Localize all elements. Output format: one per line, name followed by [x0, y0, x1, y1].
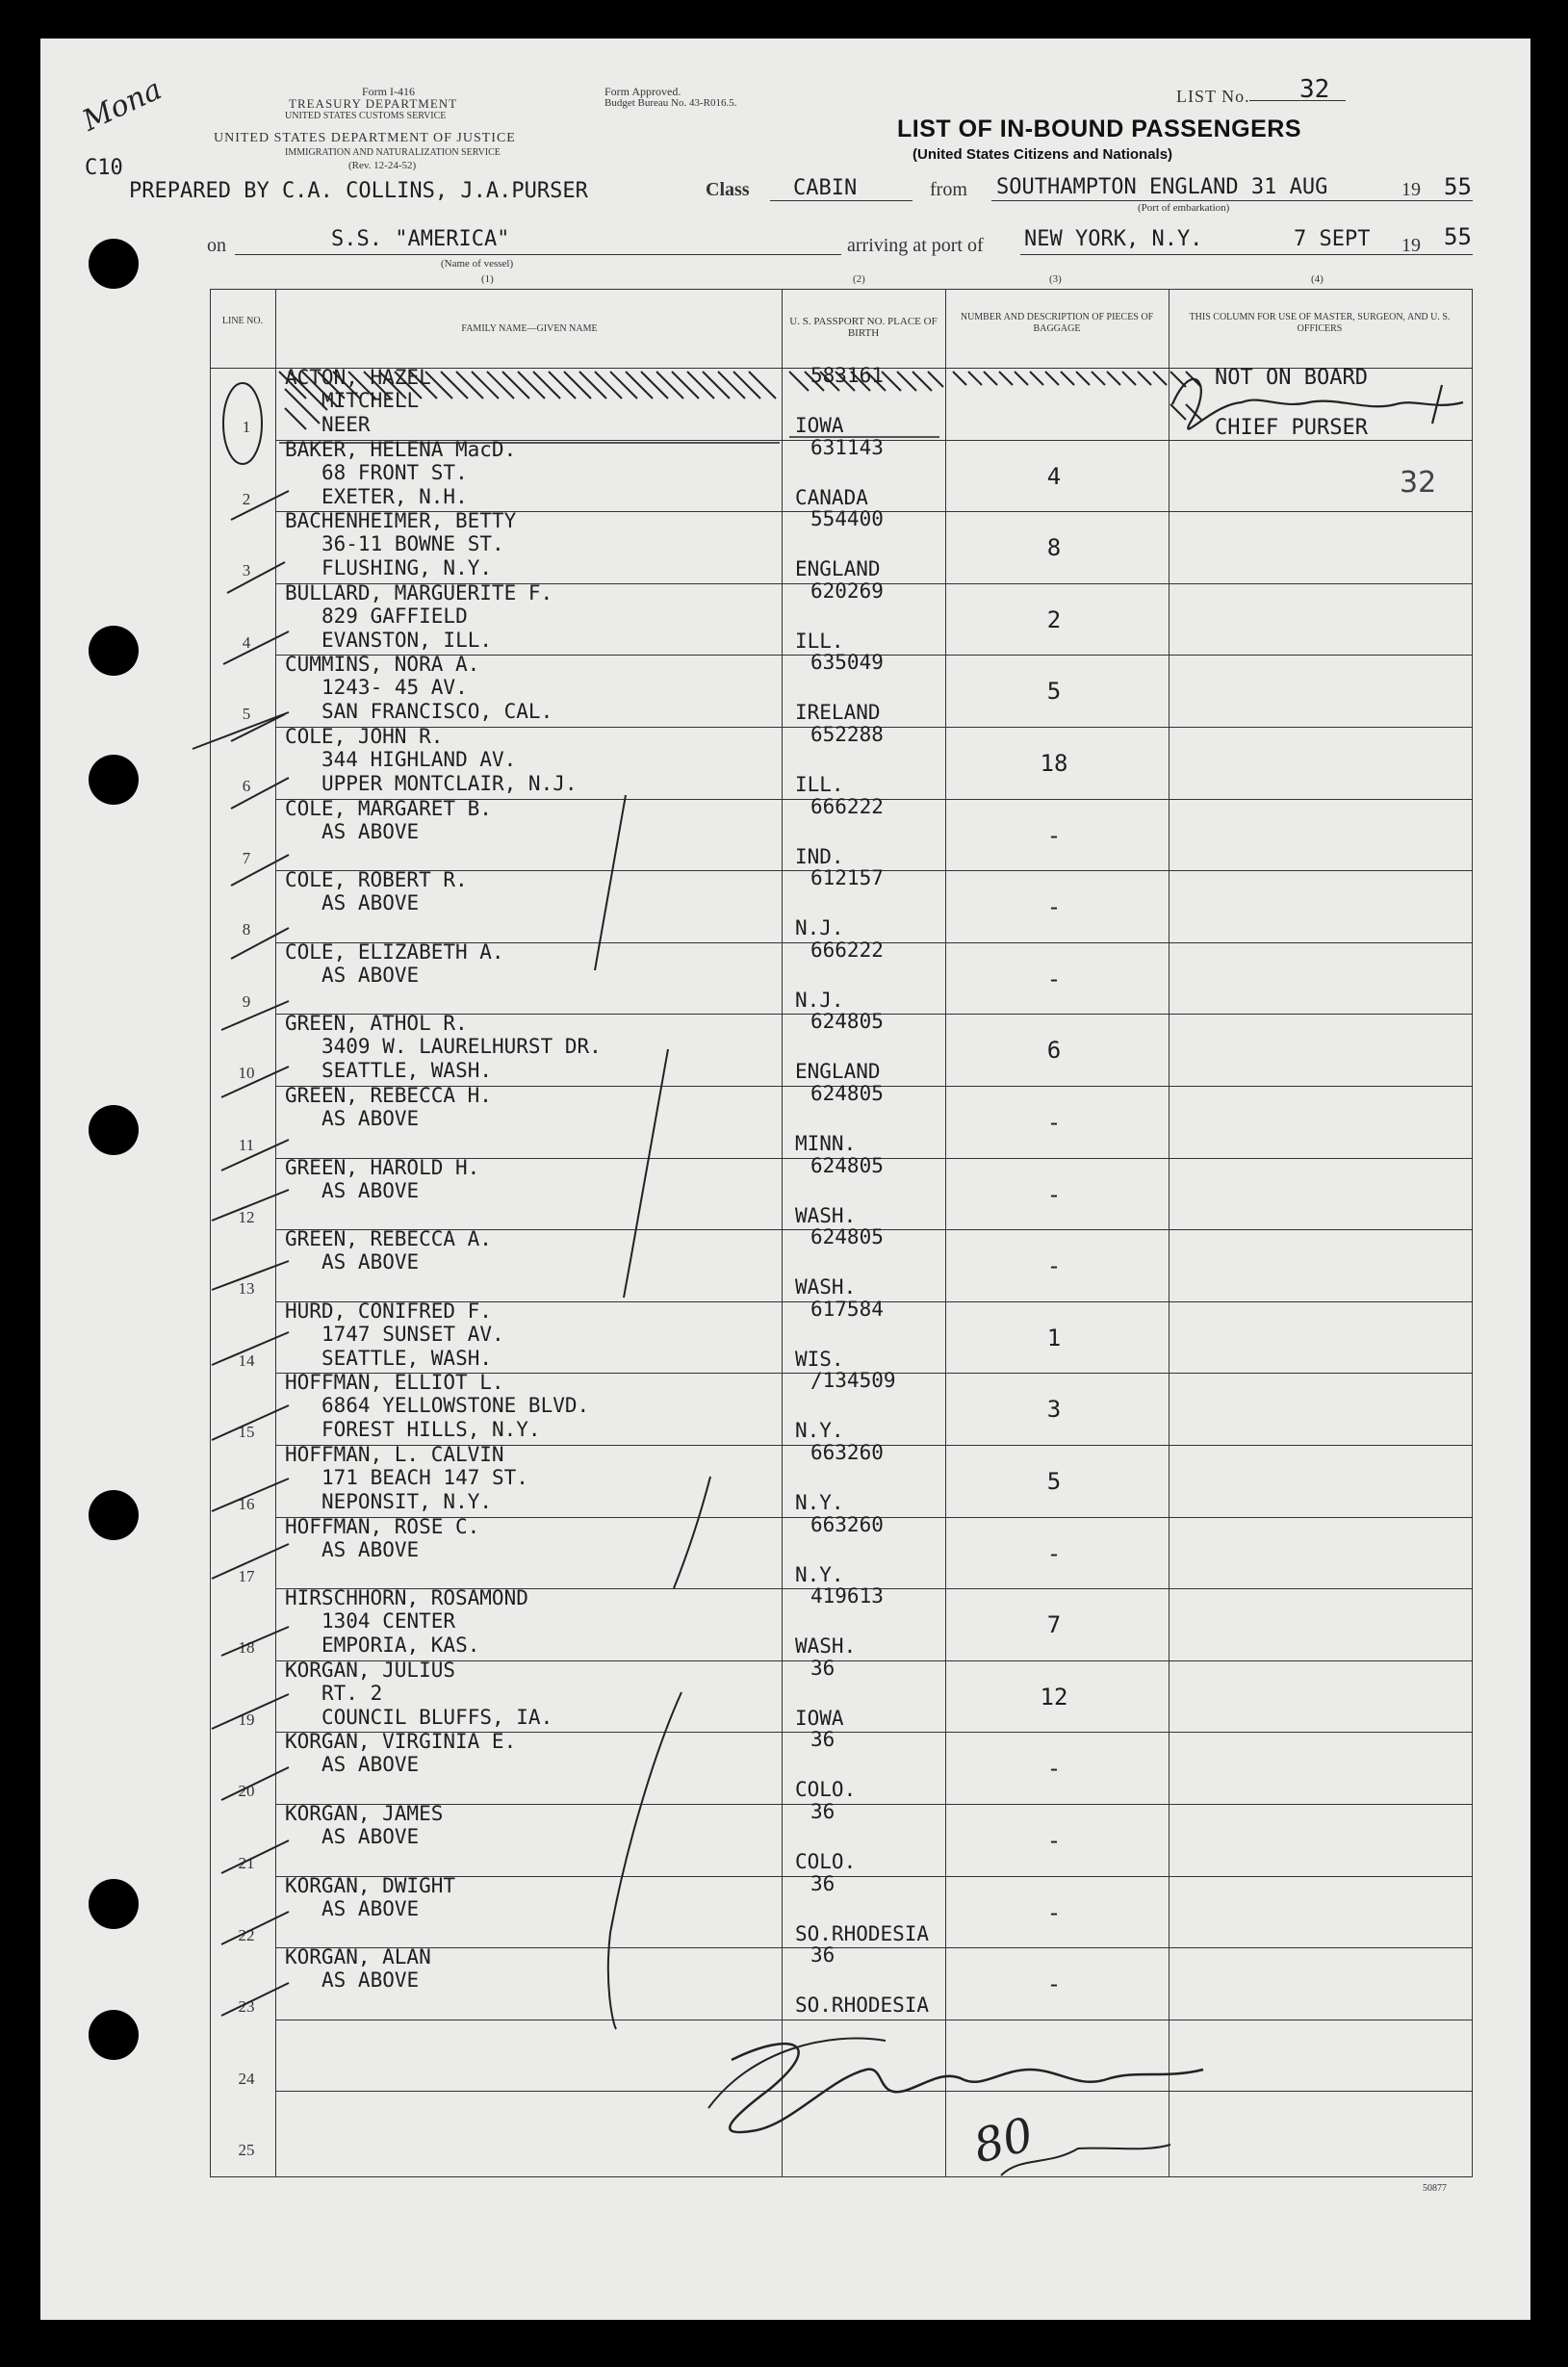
passenger-name: HOFFMAN, ELLIOT L.: [285, 1371, 504, 1395]
passenger-name: BACHENHEIMER, BETTY: [285, 509, 517, 533]
passenger-address: AS ABOVE: [321, 1537, 420, 1561]
page-subtitle: (United States Citizens and Nationals): [913, 146, 1173, 163]
row-rule: [275, 1804, 1473, 1805]
place-of-birth: ENGLAND: [795, 557, 881, 581]
passenger-city: NEPONSIT, N.Y.: [321, 1490, 493, 1513]
passenger-name: BAKER, HELENA MacD.: [285, 437, 517, 461]
passport-number: 554400: [810, 507, 884, 531]
baggage-count: 7: [1046, 1611, 1062, 1639]
passenger-count-note: 32: [1400, 466, 1437, 500]
row-rule: [275, 1947, 1473, 1948]
passenger-address: AS ABOVE: [321, 1896, 420, 1920]
arriving-label: arriving at port of: [847, 235, 984, 256]
place-of-birth: CANADA: [795, 485, 868, 509]
line-number: 19: [238, 1710, 255, 1729]
not-on-board-note: NOT ON BOARD: [1215, 366, 1368, 390]
passport-number: 36: [810, 1943, 835, 1968]
treasury-dept: TREASURY DEPARTMENT: [289, 96, 458, 111]
passport-number: /134509: [810, 1369, 896, 1393]
baggage-count: 3: [1046, 1396, 1062, 1424]
passenger-address: AS ABOVE: [321, 819, 420, 843]
passport-number: 624805: [810, 1082, 884, 1105]
passenger-address: 171 BEACH 147 ST.: [321, 1466, 528, 1489]
passenger-city: SEATTLE, WASH.: [321, 1346, 493, 1370]
header-name: FAMILY NAME—GIVEN NAME: [461, 323, 598, 334]
on-label: on: [207, 235, 226, 256]
passenger-name: KORGAN, ALAN: [285, 1945, 431, 1969]
line-number: 4: [242, 632, 251, 652]
passenger-address: 68 FRONT ST.: [321, 460, 468, 484]
passport-number: 624805: [810, 1010, 884, 1034]
place-of-birth: WASH.: [795, 1634, 857, 1659]
passenger-city: EVANSTON, ILL.: [321, 628, 493, 652]
place-of-birth: N.Y.: [795, 1562, 844, 1586]
passenger-address: AS ABOVE: [321, 1107, 420, 1130]
header-line-no: LINE NO.: [221, 316, 264, 326]
header-baggage: NUMBER AND DESCRIPTION OF PIECES OF BAGGAGE: [960, 312, 1154, 334]
passenger-name: CUMMINS, NORA A.: [285, 653, 480, 677]
passport-number: 620269: [810, 579, 884, 603]
passenger-name: KORGAN, DWIGHT: [285, 1873, 456, 1897]
baggage-count: -: [1046, 1180, 1062, 1208]
code-label: C10: [85, 156, 123, 180]
budget-bureau: Budget Bureau No. 43-R016.5.: [604, 97, 737, 109]
from-year: 55: [1444, 173, 1472, 200]
line-number: 8: [242, 920, 251, 939]
passport-number: 36: [810, 1656, 835, 1680]
passenger-address: 3409 W. LAURELHURST DR.: [321, 1035, 602, 1059]
passenger-address: 1304 CENTER: [321, 1609, 456, 1634]
passenger-address: AS ABOVE: [321, 963, 420, 987]
line-number: 15: [238, 1423, 255, 1442]
passenger-address: AS ABOVE: [321, 1825, 420, 1848]
line-number: 11: [238, 1136, 255, 1154]
handwritten-note: Mona: [77, 72, 167, 139]
line-number: 7: [242, 848, 251, 867]
passenger-city: EMPORIA, KAS.: [321, 1634, 480, 1658]
baggage-count: 8: [1046, 534, 1062, 562]
passenger-city: COUNCIL BLUFFS, IA.: [321, 1705, 553, 1729]
line-number: 13: [238, 1279, 255, 1299]
line-number: 21: [238, 1854, 255, 1872]
class-label: Class: [706, 179, 750, 200]
passenger-address: 344 HIGHLAND AV.: [321, 748, 517, 771]
punch-hole: [89, 755, 139, 805]
passenger-address: AS ABOVE: [321, 1250, 420, 1274]
passenger-address: MITCHELL: [321, 389, 420, 412]
passport-number: 663260: [810, 1512, 884, 1536]
punch-hole: [89, 239, 139, 289]
line-number: 9: [242, 991, 251, 1011]
arrival-port: NEW YORK, N.Y.: [1024, 227, 1203, 251]
baggage-count: -: [1046, 893, 1062, 921]
baggage-count: 6: [1046, 1037, 1062, 1065]
baggage-count: -: [1046, 821, 1062, 849]
passenger-name: HIRSCHHORN, ROSAMOND: [285, 1586, 528, 1610]
passport-number: 36: [810, 1871, 835, 1895]
place-of-birth: N.Y.: [795, 1491, 844, 1514]
arrival-year-prefix: 19: [1401, 235, 1421, 256]
line-number: 25: [238, 2141, 255, 2160]
ins-service: IMMIGRATION AND NATURALIZATION SERVICE: [285, 147, 501, 158]
line-number: 12: [238, 1207, 255, 1226]
passenger-name: GREEN, ATHOL R.: [285, 1012, 468, 1036]
passenger-city: EXETER, N.H.: [321, 484, 468, 508]
place-of-birth: COLO.: [795, 1850, 857, 1873]
passenger-name: COLE, ELIZABETH A.: [285, 939, 504, 964]
passenger-name: KORGAN, JAMES: [285, 1802, 444, 1825]
place-of-birth: WIS.: [795, 1347, 844, 1371]
passenger-city: FLUSHING, N.Y.: [321, 556, 493, 580]
baggage-count: 4: [1046, 462, 1062, 490]
line-number: 5: [242, 705, 251, 724]
col-num-4: (4): [1311, 273, 1324, 285]
chief-purser-note: CHIEF PURSER: [1215, 416, 1368, 440]
place-of-birth: IOWA: [795, 414, 844, 437]
passport-number: 617584: [810, 1297, 884, 1321]
passenger-name: GREEN, REBECCA A.: [285, 1227, 492, 1251]
punch-hole: [89, 626, 139, 676]
place-of-birth: COLO.: [795, 1778, 857, 1802]
passport-number: 631143: [810, 435, 884, 459]
place-of-birth: IND.: [795, 844, 844, 868]
passenger-name: HURD, CONIFRED F.: [285, 1299, 492, 1323]
baggage-count: -: [1046, 1970, 1062, 1998]
passenger-address: AS ABOVE: [321, 1968, 420, 1993]
passport-number: 624805: [810, 1225, 884, 1249]
place-of-birth: SO.RHODESIA: [795, 1994, 930, 2018]
list-no-label: LIST No.: [1176, 87, 1250, 106]
line-number: 23: [238, 1997, 255, 2017]
arrival-year: 55: [1444, 223, 1472, 250]
passport-number: 635049: [810, 651, 884, 675]
vessel-name: S.S. "AMERICA": [331, 227, 510, 251]
passenger-address: 1747 SUNSET AV.: [321, 1322, 504, 1346]
line-number: 6: [242, 777, 251, 795]
passenger-city: SAN FRANCISCO, CAL.: [321, 700, 553, 724]
line-number: 3: [242, 561, 251, 580]
passenger-address: 829 GAFFIELD: [321, 604, 468, 628]
baggage-count: -: [1046, 1109, 1062, 1136]
passenger-name: ACTON, HAZEL: [285, 366, 431, 389]
passport-number: 36: [810, 1800, 835, 1823]
place-of-birth: ILL.: [795, 629, 844, 653]
place-of-birth: WASH.: [795, 1203, 857, 1227]
place-of-birth: IOWA: [795, 1706, 844, 1730]
passenger-address: RT. 2: [321, 1681, 383, 1705]
col-num-3: (3): [1049, 273, 1062, 285]
arrival-date: 7 SEPT: [1294, 227, 1371, 251]
passport-number: 666222: [810, 794, 884, 818]
line-number: 1: [242, 418, 251, 436]
form-revision: (Rev. 12-24-52): [348, 160, 417, 171]
baggage-count: 5: [1046, 678, 1062, 706]
header-passport: U. S. PASSPORT NO. PLACE OF BIRTH: [789, 316, 938, 339]
line-number: 20: [238, 1782, 255, 1801]
passenger-address: AS ABOVE: [321, 1753, 420, 1777]
from-year-prefix: 19: [1401, 179, 1421, 200]
row-rule: [275, 2091, 1473, 2092]
form-number: Form I-416: [362, 85, 415, 98]
passenger-city: NEER: [321, 413, 371, 436]
port-embark-caption: (Port of embarkation): [1138, 202, 1230, 214]
baggage-count: -: [1046, 1539, 1062, 1567]
passenger-city: FOREST HILLS, N.Y.: [321, 1418, 541, 1442]
passport-number: 612157: [810, 866, 884, 890]
passenger-name: GREEN, HAROLD H.: [285, 1155, 480, 1179]
baggage-count: -: [1046, 1252, 1062, 1280]
punch-hole: [89, 1490, 139, 1540]
baggage-count: 5: [1046, 1468, 1062, 1495]
passenger-address: 6864 YELLOWSTONE BLVD.: [321, 1394, 590, 1418]
baggage-count: -: [1046, 1755, 1062, 1783]
baggage-count: -: [1046, 1827, 1062, 1854]
place-of-birth: N.J.: [795, 988, 844, 1012]
from-label: from: [930, 179, 967, 200]
line-number: 16: [238, 1495, 255, 1513]
passenger-city: SEATTLE, WASH.: [321, 1059, 493, 1083]
handwritten-count: 80: [968, 2107, 1039, 2174]
line-number: 18: [238, 1638, 255, 1658]
customs-service: UNITED STATES CUSTOMS SERVICE: [285, 111, 447, 121]
col-num-1: (1): [481, 273, 494, 285]
passport-number: 663260: [810, 1441, 884, 1464]
prepared-by: PREPARED BY C.A. COLLINS, J.A.PURSER: [129, 179, 588, 203]
line-number: 22: [238, 1925, 255, 1944]
place-of-birth: MINN.: [795, 1132, 857, 1155]
punch-hole: [89, 1879, 139, 1929]
baggage-count: -: [1046, 965, 1062, 992]
passenger-city: UPPER MONTCLAIR, N.J.: [321, 772, 578, 795]
justice-dept: UNITED STATES DEPARTMENT OF JUSTICE: [214, 131, 516, 145]
passport-number: 624805: [810, 1153, 884, 1177]
passenger-name: COLE, MARGARET B.: [285, 796, 492, 820]
baggage-count: 1: [1046, 1324, 1062, 1351]
page-title: LIST OF IN-BOUND PASSENGERS: [897, 116, 1302, 142]
passport-number: 419613: [810, 1584, 884, 1608]
passenger-name: COLE, ROBERT R.: [285, 868, 468, 892]
passport-number: 583161: [810, 364, 884, 387]
passenger-name: KORGAN, JULIUS: [285, 1658, 456, 1682]
passenger-name: HOFFMAN, L. CALVIN: [285, 1443, 504, 1466]
class-value: CABIN: [793, 176, 858, 200]
stamp-number: 50877: [1423, 2183, 1447, 2194]
place-of-birth: ENGLAND: [795, 1060, 881, 1084]
passport-number: 666222: [810, 938, 884, 962]
place-of-birth: ILL.: [795, 773, 844, 796]
passenger-name: COLE, JOHN R.: [285, 725, 444, 748]
form-approved: Form Approved.: [604, 85, 681, 98]
col-num-2: (2): [853, 273, 865, 285]
passenger-address: 36-11 BOWNE ST.: [321, 532, 504, 556]
from-value: SOUTHAMPTON ENGLAND 31 AUG: [996, 175, 1328, 199]
passenger-name: BULLARD, MARGUERITE F.: [285, 580, 553, 605]
place-of-birth: IRELAND: [795, 701, 881, 725]
passenger-address: AS ABOVE: [321, 891, 420, 915]
place-of-birth: N.Y.: [795, 1419, 844, 1443]
passenger-name: HOFFMAN, ROSE C.: [285, 1514, 480, 1538]
place-of-birth: N.J.: [795, 916, 844, 940]
line-number: 17: [238, 1566, 255, 1585]
baggage-count: -: [1046, 1898, 1062, 1926]
passenger-address: AS ABOVE: [321, 1178, 420, 1202]
place-of-birth: SO.RHODESIA: [795, 1921, 930, 1945]
line-number: 24: [238, 2069, 255, 2088]
punch-hole: [89, 2010, 139, 2060]
passenger-address: 1243- 45 AV.: [321, 676, 468, 700]
header-officers: THIS COLUMN FOR USE OF MASTER, SURGEON, AND U. S. OFFICERS: [1189, 312, 1451, 334]
baggage-count: 12: [1040, 1683, 1068, 1711]
passport-number: 652288: [810, 723, 884, 746]
passport-number: 36: [810, 1728, 835, 1752]
list-no-value: 32: [1299, 75, 1330, 104]
baggage-count: 2: [1046, 605, 1062, 633]
vessel-caption: (Name of vessel): [441, 258, 514, 270]
line-number: 14: [238, 1351, 255, 1370]
punch-hole: [89, 1105, 139, 1155]
baggage-count: 18: [1040, 750, 1068, 777]
passenger-name: KORGAN, VIRGINIA E.: [285, 1730, 517, 1754]
line-number: 2: [242, 489, 251, 508]
passenger-name: GREEN, REBECCA H.: [285, 1084, 492, 1107]
line-number: 10: [238, 1064, 255, 1083]
place-of-birth: WASH.: [795, 1275, 857, 1299]
